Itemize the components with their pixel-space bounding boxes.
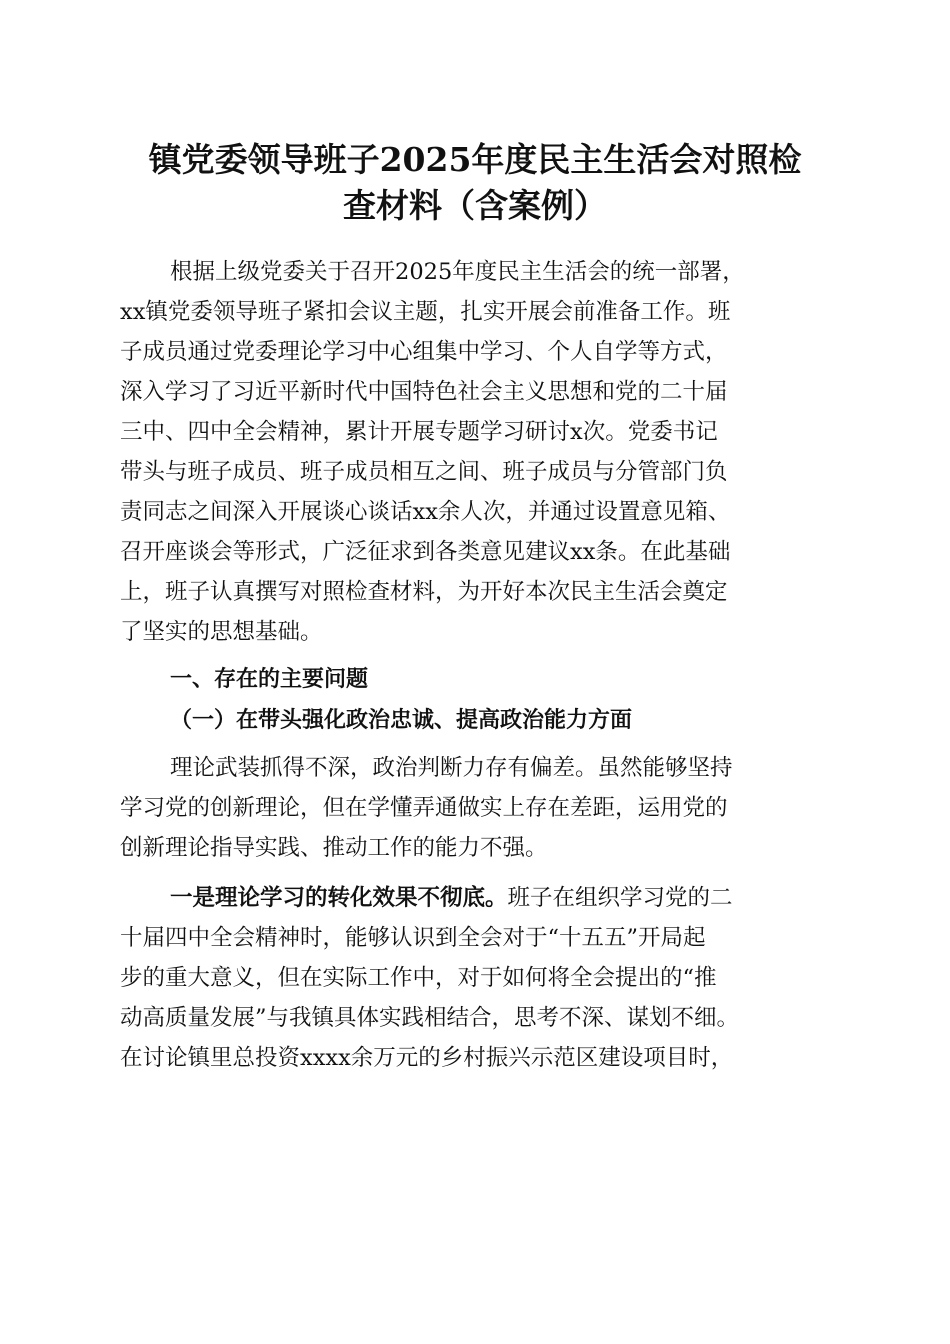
- point-line: 步的重大意义，但在实际工作中，对于如何将全会提出的“推: [120, 965, 717, 991]
- summary-line: 创新理论指导实践、推动工作的能力不强。: [120, 835, 548, 861]
- intro-line: 带头与班子成员、班子成员相互之间、班子成员与分管部门负: [120, 459, 728, 485]
- section-heading: 一、存在的主要问题: [170, 667, 369, 692]
- intro-line: 根据上级党委关于召开2025年度民主生活会的统一部署，: [170, 259, 745, 285]
- intro-paragraph: [120, 252, 832, 652]
- point-line: 在讨论镇里总投资xxxx余万元的乡村振兴示范区建设项目时，: [120, 1045, 734, 1071]
- point-first-rest: 班子在组织学习党的二: [507, 885, 733, 911]
- intro-line: 上，班子认真撰写对照检查材料，为开好本次民主生活会奠定: [120, 579, 728, 605]
- document-title-line-1: 镇党委领导班子2025年度民主生活会对照检: [148, 140, 802, 179]
- point-first-line: [120, 878, 832, 918]
- point-line: 动高质量发展”与我镇具体实践相结合，思考不深、谋划不细。: [120, 1005, 740, 1031]
- document-body: [120, 252, 832, 1078]
- intro-line: xx镇党委领导班子紧扣会议主题，扎实开展会前准备工作。班: [120, 299, 731, 325]
- summary-paragraph: [120, 748, 832, 868]
- intro-line: 召开座谈会等形式，广泛征求到各类意见建议xx条。在此基础: [120, 539, 731, 565]
- subsection-heading: （一）在带头强化政治忠诚、提高政治能力方面: [170, 707, 633, 733]
- intro-line: 责同志之间深入开展谈心谈话xx余人次，并通过设置意见箱、: [120, 499, 731, 525]
- point-paragraph: [120, 878, 832, 1078]
- point-line: 十届四中全会精神时，能够认识到全会对于“十五五”开局起: [120, 925, 706, 951]
- intro-line: 子成员通过党委理论学习中心组集中学习、个人自学等方式，: [120, 339, 728, 365]
- intro-line: 深入学习了习近平新时代中国特色社会主义思想和党的二十届: [120, 379, 728, 405]
- intro-line: 了坚实的思想基础。: [120, 619, 323, 645]
- document-title-line-2: 查材料（含案例）: [343, 186, 607, 225]
- summary-line: 学习党的创新理论，但在学懂弄通做实上存在差距，运用党的: [120, 795, 728, 821]
- point-lead: 一是理论学习的转化效果不彻底。: [170, 885, 508, 911]
- intro-line: 三中、四中全会精神，累计开展专题学习研讨x次。党委书记: [120, 419, 718, 445]
- summary-line: 理论武装抓得不深，政治判断力存有偏差。虽然能够坚持: [170, 755, 733, 781]
